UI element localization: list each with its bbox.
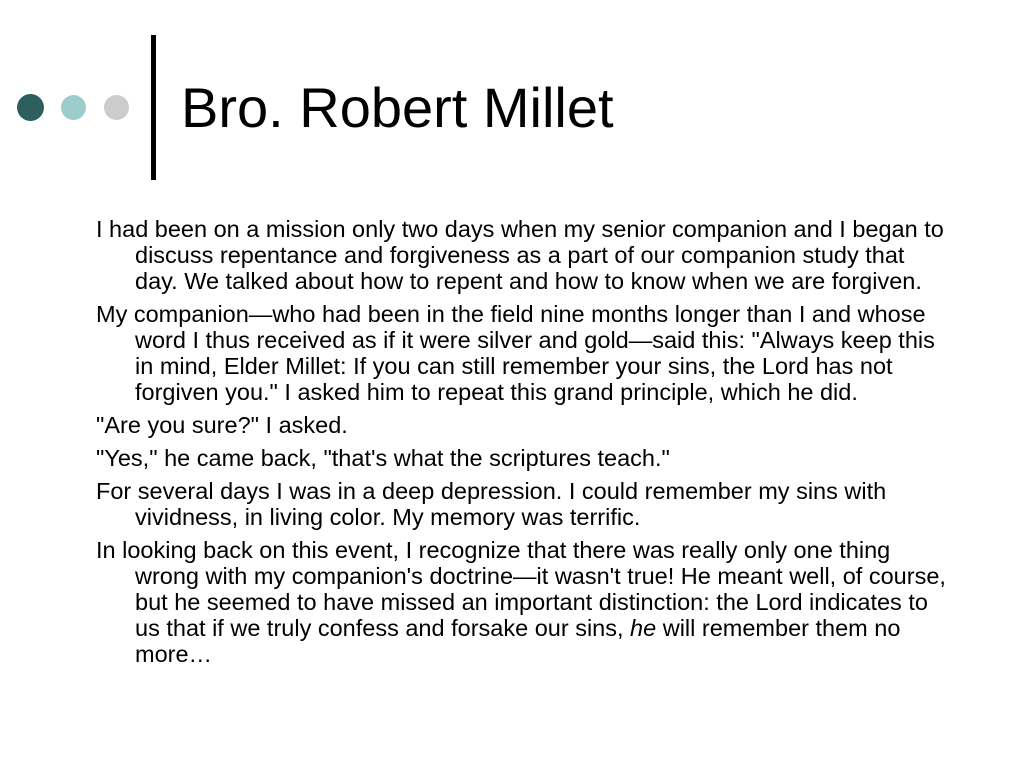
paragraph-4: "Yes," he came back, "that's what the scriptures teach." xyxy=(96,445,670,471)
slide-title: Bro. Robert Millet xyxy=(181,76,614,139)
dot-2-icon xyxy=(61,95,86,120)
paragraph-2: My companion—who had been in the field nine months longer than I and whose word I thus received as if it were silver and gold—said this: "Always keep this in mind, Elder Millet: If you can still remember your sins, the Lord has not forgiven you." I asked him to repeat this grand principle, which he did. xyxy=(96,301,935,405)
title-divider xyxy=(151,35,156,180)
paragraph-6 xyxy=(96,537,951,667)
paragraph-1: I had been on a mission only two days when my senior companion and I began to discuss repentance and forgiveness as a part of our companion study that day. We talked about how to repent and how to know when we are forgiven. xyxy=(96,216,944,294)
dot-1-icon xyxy=(17,94,44,121)
paragraph-6-emphasis: he xyxy=(630,615,657,641)
paragraph-6-text-after: will remember them no more… xyxy=(135,615,901,667)
paragraph-6-text-before: In looking back on this event, I recognize that there was really only one thing wrong with my companion's doctrine—it wasn't true! He meant well, of course, but he seemed to have missed an important distinction: the Lord indicates to us that if we truly confess and forsake our sins, xyxy=(96,537,946,641)
slide-body xyxy=(96,216,951,674)
dot-3-icon xyxy=(104,95,129,120)
paragraph-5: For several days I was in a deep depression. I could remember my sins with vividness, in living color. My memory was terrific. xyxy=(96,478,887,530)
paragraph-3: "Are you sure?" I asked. xyxy=(96,412,348,438)
